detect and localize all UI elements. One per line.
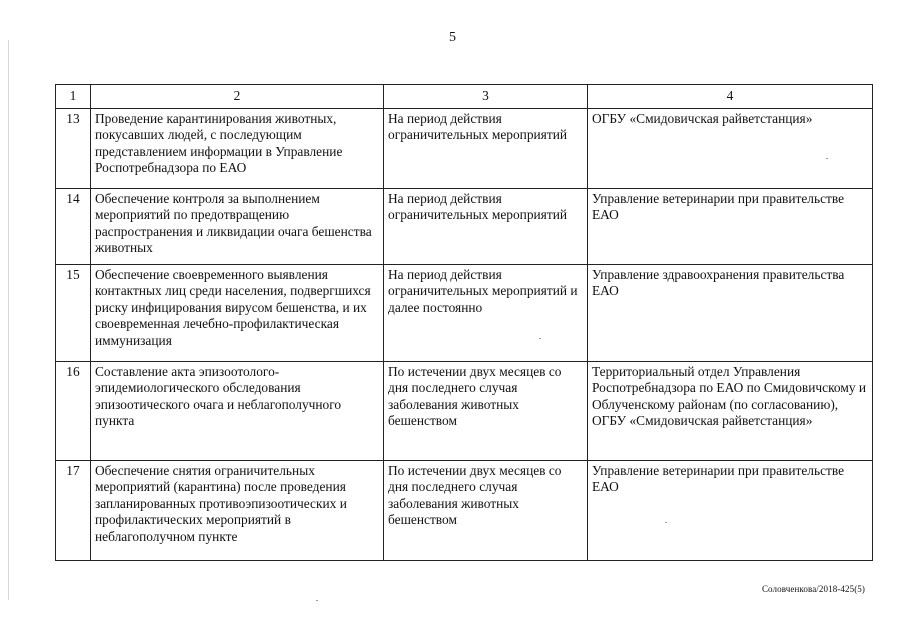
scan-speck: [826, 158, 828, 159]
table-row: [56, 265, 873, 362]
period-cell: По истечении двух месяцев со дня последнего случая заболевания животных бешенством: [384, 461, 588, 561]
page-number: 5: [449, 30, 456, 45]
table-header-row: [56, 85, 873, 109]
header-cell-2: 2: [91, 85, 384, 109]
action-cell: Обеспечение снятия ограничительных мероприятий (карантина) после проведения запланированных противоэпизоотических и профилактических мероприятий в неблагополучном пункте: [91, 461, 384, 561]
row-number: 15: [56, 265, 91, 362]
scan-edge-line: [8, 40, 9, 600]
row-number: 14: [56, 189, 91, 265]
row-number: 16: [56, 362, 91, 461]
period-cell: На период действия ограничительных мероприятий: [384, 189, 588, 265]
action-cell: Проведение карантинирования животных, покусавших людей, с последующим представлением информации в Управление Роспотребнадзора по ЕАО: [91, 109, 384, 189]
responsible-cell: Управление ветеринарии при правительстве ЕАО: [588, 189, 873, 265]
header-cell-1: 1: [56, 85, 91, 109]
action-cell: Составление акта эпизоотолого-эпидемиологического обследования эпизоотического очага и неблагополучного пункта: [91, 362, 384, 461]
table-row: [56, 461, 873, 561]
scan-speck: [539, 338, 541, 339]
responsible-cell: Управление здравоохранения правительства ЕАО: [588, 265, 873, 362]
row-number: 13: [56, 109, 91, 189]
scan-speck: [316, 600, 318, 601]
table-row: [56, 189, 873, 265]
responsible-cell: Управление ветеринарии при правительстве ЕАО: [588, 461, 873, 561]
period-cell: На период действия ограничительных мероприятий и далее постоянно: [384, 265, 588, 362]
table-row: [56, 362, 873, 461]
action-cell: Обеспечение своевременного выявления контактных лиц среди населения, подвергшихся риску инфицирования вирусом бешенства, и их своевременная лечебно-профилактическая иммунизация: [91, 265, 384, 362]
table-row: [56, 109, 873, 189]
action-cell: Обеспечение контроля за выполнением мероприятий по предотвращению распространения и ликвидации очага бешенства животных: [91, 189, 384, 265]
responsible-cell: ОГБУ «Смидовичская райветстанция»: [588, 109, 873, 189]
responsible-cell: Территориальный отдел Управления Роспотребнадзора по ЕАО по Смидовичскому и Облученскому районам (по согласованию), ОГБУ «Смидовичская райветстанция»: [588, 362, 873, 461]
document-code: Соловченкова/2018-425(5): [761, 584, 865, 594]
measures-table: [55, 84, 873, 561]
header-cell-4: 4: [588, 85, 873, 109]
scan-speck: [665, 522, 667, 523]
period-cell: По истечении двух месяцев со дня последнего случая заболевания животных бешенством: [384, 362, 588, 461]
period-cell: На период действия ограничительных мероприятий: [384, 109, 588, 189]
row-number: 17: [56, 461, 91, 561]
header-cell-3: 3: [384, 85, 588, 109]
